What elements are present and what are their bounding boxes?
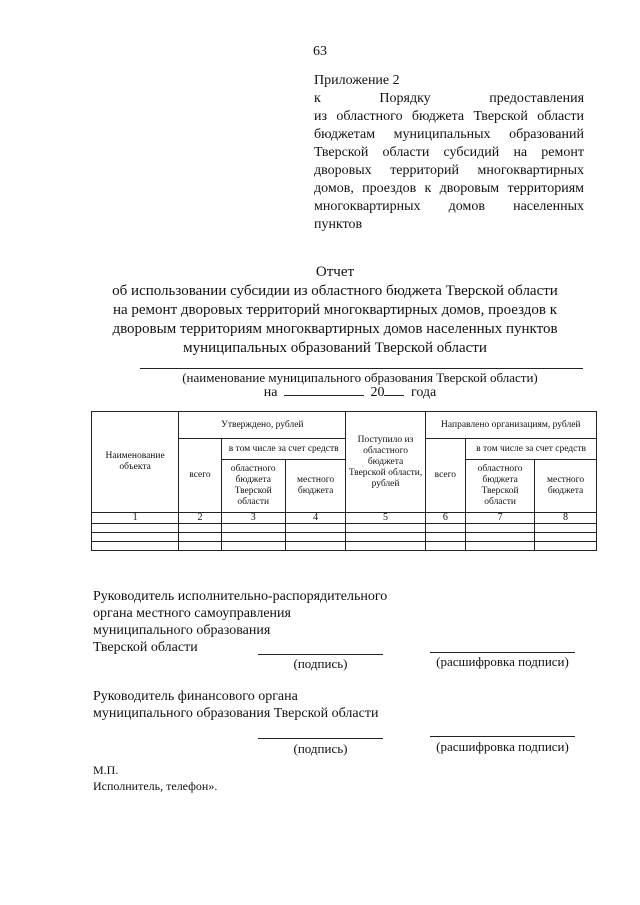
header-approved-regional: областного бюджета Тверской области <box>221 460 285 513</box>
signature-line[interactable] <box>258 738 383 739</box>
executive-head-signature-label <box>93 588 453 656</box>
signature-decode-line[interactable] <box>430 652 575 653</box>
table-cell[interactable] <box>179 533 222 542</box>
signature-label-line: Руководитель исполнительно-распорядительного <box>93 589 388 604</box>
report-year-line <box>200 385 500 401</box>
table-cell[interactable] <box>92 533 179 542</box>
table-cell[interactable] <box>466 524 535 533</box>
signature-label-line: Руководитель финансового органа <box>93 689 298 704</box>
appendix-word: населенных <box>513 199 584 214</box>
table-cell[interactable] <box>466 542 535 551</box>
signature-decode-line[interactable] <box>430 736 575 737</box>
appendix-line: пунктов <box>314 217 363 232</box>
table-cell[interactable] <box>425 542 466 551</box>
year-suffix: года <box>410 385 437 400</box>
appendix-line: из областного бюджета Тверской области <box>314 109 584 124</box>
table-row <box>92 533 597 542</box>
signature-caption: (подпись) <box>293 741 348 756</box>
table-cell[interactable] <box>92 524 179 533</box>
signature-decode-caption: (расшифровка подписи) <box>436 654 569 669</box>
header-directed-local: местного бюджета <box>535 460 597 513</box>
appendix-line: домов, проездов к дворовым территориям <box>314 181 584 196</box>
table-row <box>92 542 597 551</box>
report-title-block <box>100 263 570 358</box>
stamp-place: М.П. <box>93 763 119 777</box>
municipality-name-line <box>140 368 583 369</box>
table-cell[interactable] <box>285 542 346 551</box>
page-number: 63 <box>313 44 327 59</box>
report-title: Отчет <box>315 264 355 280</box>
table-cell[interactable] <box>466 533 535 542</box>
appendix-heading: Приложение 2 <box>314 73 400 88</box>
column-number: 3 <box>221 513 285 524</box>
appendix-line <box>314 90 584 108</box>
report-subtitle-line: муниципальных образований Тверской области <box>183 340 487 356</box>
signature-line[interactable] <box>258 654 383 655</box>
appendix-line: дворовых территорий многоквартирных <box>314 163 584 178</box>
table-cell[interactable] <box>535 533 597 542</box>
report-subtitle-line: дворовым территориям многоквартирных домов населенных пунктов <box>112 321 558 337</box>
header-directed-regional: областного бюджета Тверской области <box>466 460 535 513</box>
signature-label-line: органа местного самоуправления <box>93 606 291 621</box>
date-blank <box>284 395 364 396</box>
appendix-word: домов <box>448 199 485 214</box>
table-cell[interactable] <box>285 533 346 542</box>
table-cell[interactable] <box>221 524 285 533</box>
table-row <box>92 524 597 533</box>
report-subtitle-line: об использовании субсидии из областного бюджета Тверской области <box>112 283 558 299</box>
table-number-row <box>92 513 597 524</box>
table-cell[interactable] <box>346 533 425 542</box>
table-cell[interactable] <box>346 524 425 533</box>
column-number: 2 <box>179 513 222 524</box>
report-table <box>91 411 597 551</box>
header-received: Поступило из областного бюджета Тверской области, рублей <box>346 412 425 513</box>
table-cell[interactable] <box>535 542 597 551</box>
appendix-word: предоставления <box>489 91 585 106</box>
column-number: 7 <box>466 513 535 524</box>
year-century: 20 <box>370 385 385 400</box>
appendix-line: бюджетам муниципальных образований <box>314 127 584 142</box>
executor-phone: Исполнитель, телефон». <box>93 779 218 793</box>
table-cell[interactable] <box>425 524 466 533</box>
column-number: 5 <box>346 513 425 524</box>
table-cell[interactable] <box>221 533 285 542</box>
appendix-line: Тверской области субсидий на ремонт <box>314 145 584 160</box>
header-approved-local: местного бюджета <box>285 460 346 513</box>
report-subtitle-line: на ремонт дворовых территорий многоквартирных домов, проездов к <box>112 302 558 318</box>
year-prefix: на <box>263 385 278 400</box>
table-cell[interactable] <box>535 524 597 533</box>
signature-decode-caption: (расшифровка подписи) <box>436 739 569 754</box>
signature-label-line: Тверской области <box>93 640 198 655</box>
signature-label-line: муниципального образования <box>93 623 271 638</box>
header-approved-total: всего <box>179 439 222 513</box>
signature-caption: (подпись) <box>293 656 348 671</box>
table-cell[interactable] <box>179 542 222 551</box>
table-cell[interactable] <box>92 542 179 551</box>
header-directed-total: всего <box>425 439 466 513</box>
table-cell[interactable] <box>346 542 425 551</box>
appendix-word: Порядку <box>379 91 431 106</box>
table-cell[interactable] <box>179 524 222 533</box>
header-directed-sources: в том числе за счет средств <box>466 439 597 460</box>
header-approved: Утверждено, рублей <box>179 412 346 439</box>
appendix-line <box>314 198 584 216</box>
table-cell[interactable] <box>285 524 346 533</box>
column-number: 6 <box>425 513 466 524</box>
appendix-word: многоквартирных <box>314 199 421 214</box>
header-directed: Направлено организациям, рублей <box>425 412 596 439</box>
appendix-reference <box>314 72 584 234</box>
header-approved-sources: в том числе за счет средств <box>221 439 346 460</box>
column-number: 1 <box>92 513 179 524</box>
year-blank <box>384 395 404 396</box>
column-number: 4 <box>285 513 346 524</box>
table-cell[interactable] <box>425 533 466 542</box>
finance-head-signature-label <box>93 688 453 722</box>
table-cell[interactable] <box>221 542 285 551</box>
signature-label-line: муниципального образования Тверской области <box>93 706 379 721</box>
column-number: 8 <box>535 513 597 524</box>
appendix-word: к <box>314 91 321 106</box>
header-object-name: Наименование объекта <box>92 412 179 513</box>
municipality-name-caption: (наименование муниципального образования Тверской области) <box>182 370 538 385</box>
